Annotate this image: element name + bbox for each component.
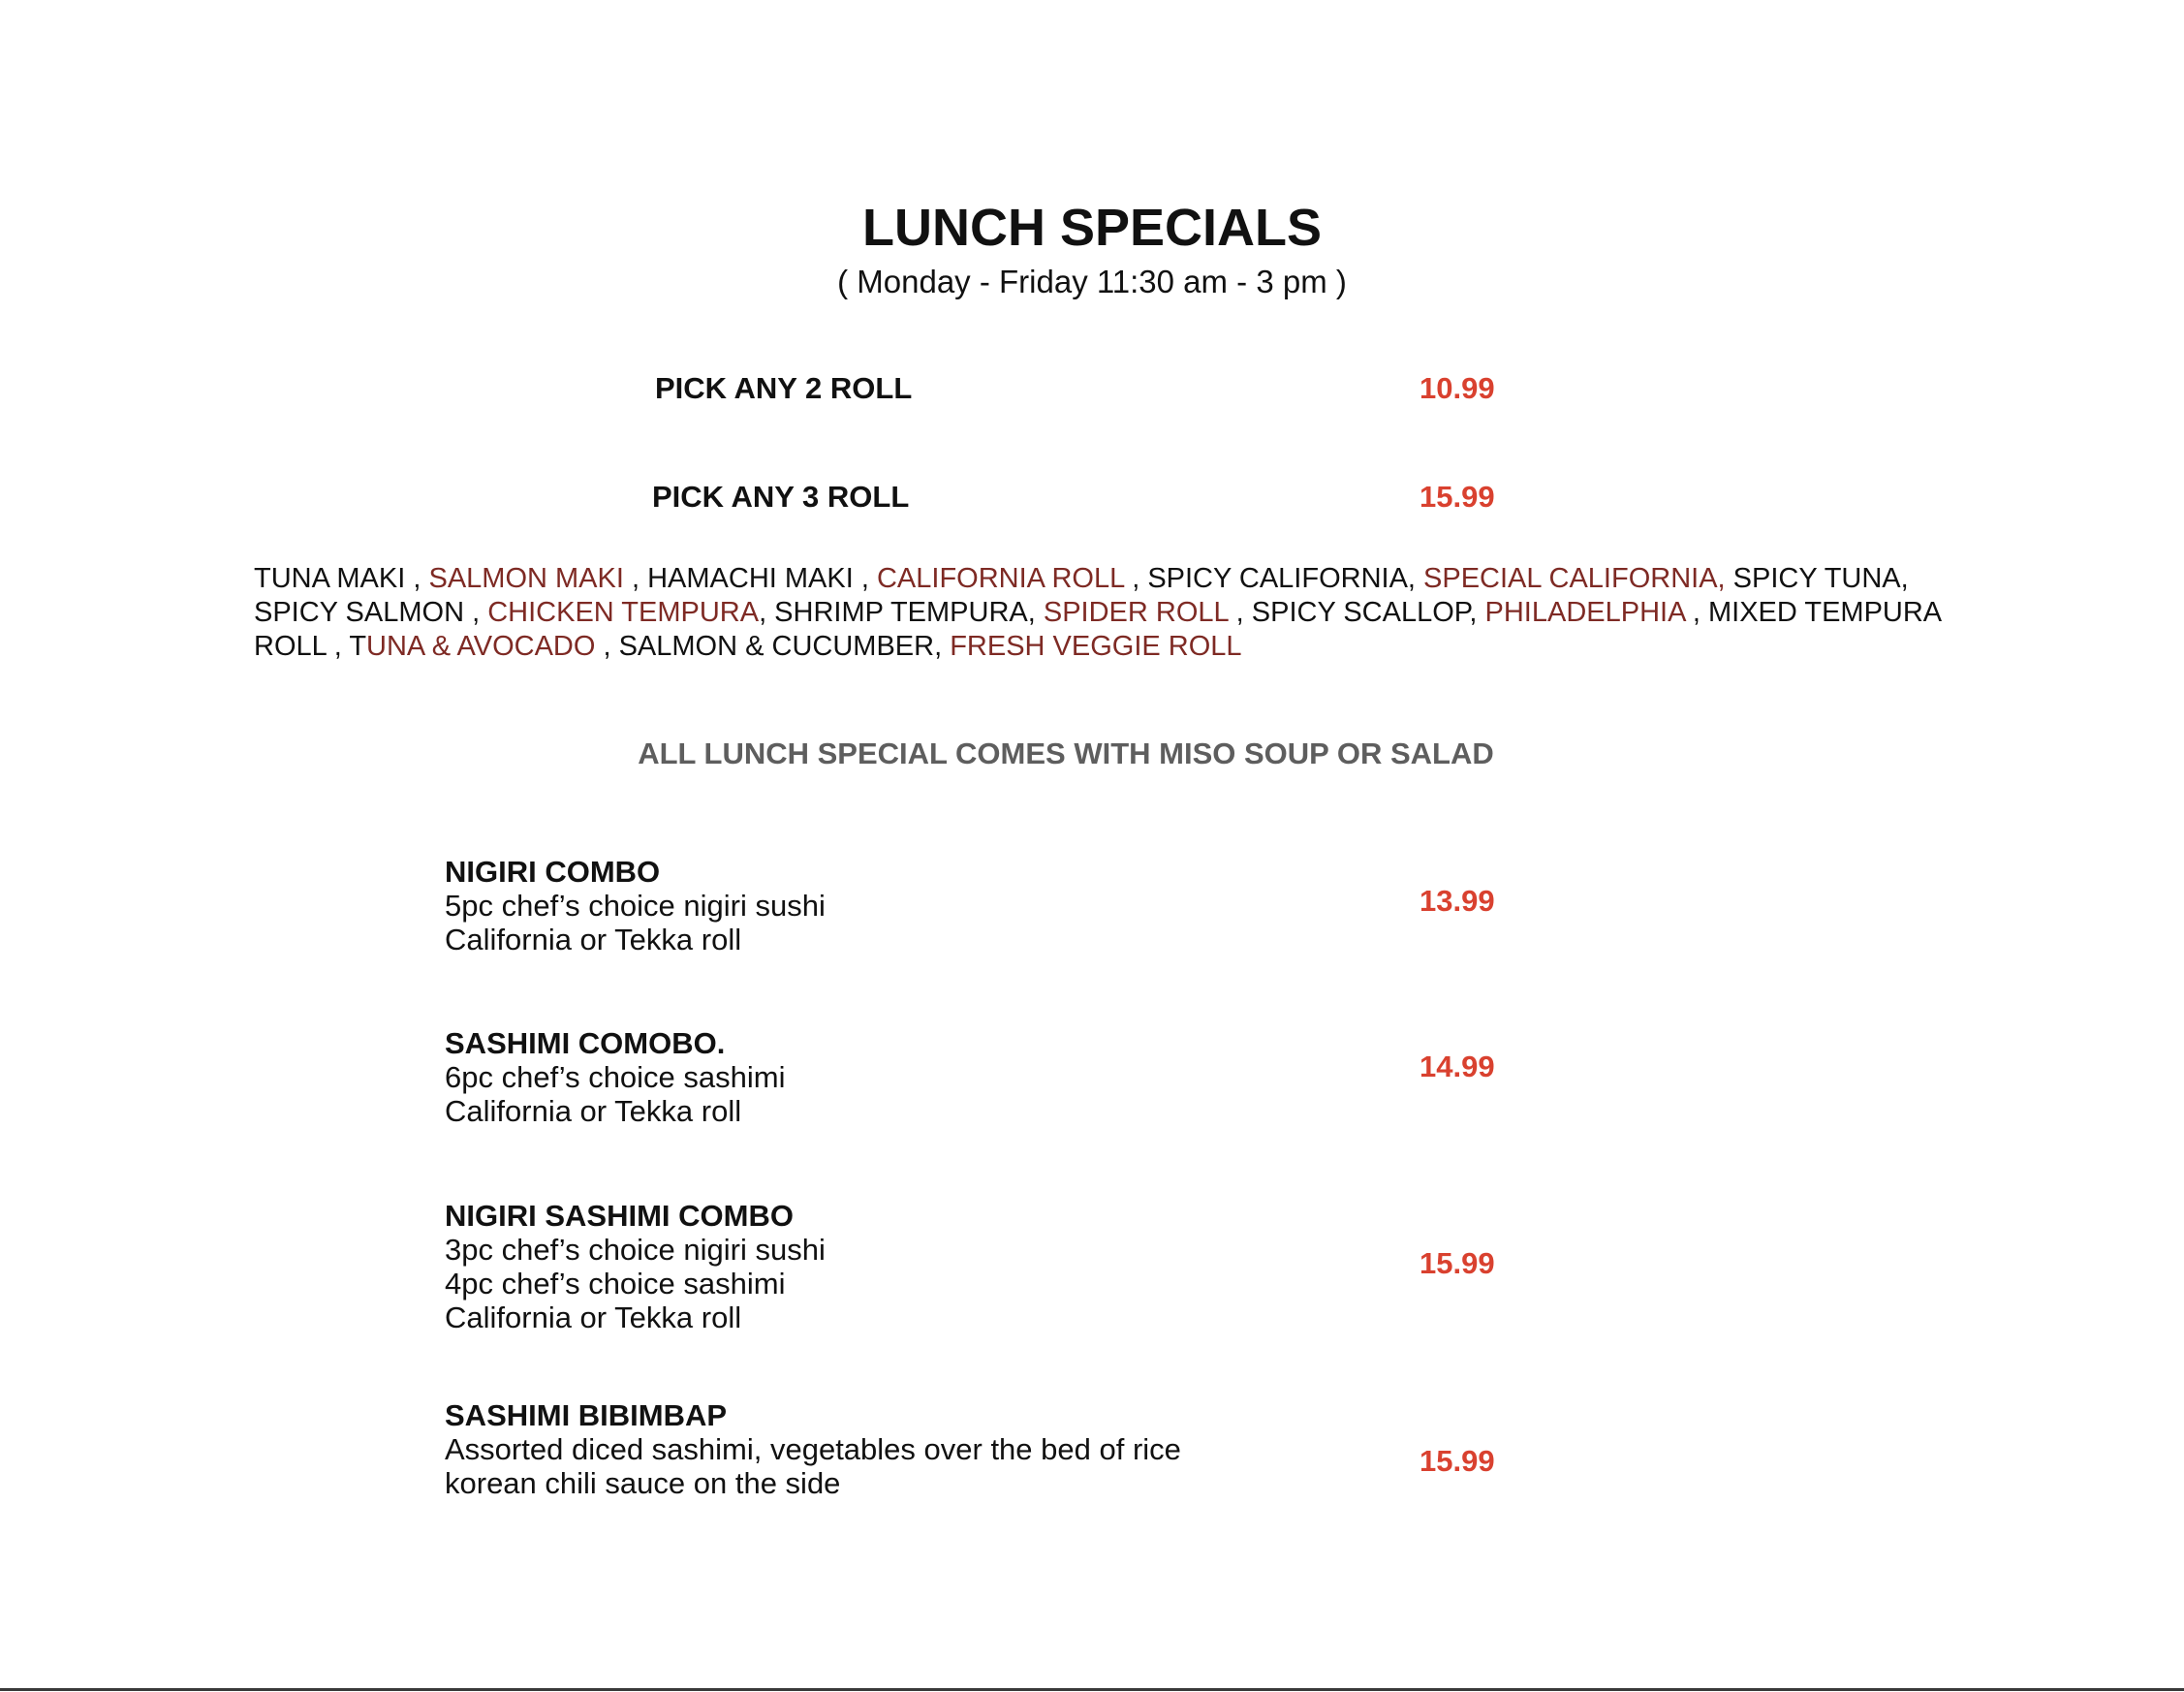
roll-option: , HAMACHI MAKI , xyxy=(631,563,877,594)
pick-3-roll-label: PICK ANY 3 ROLL xyxy=(652,480,910,514)
roll-option: PHILADELPHIA xyxy=(1484,597,1693,628)
combo-description-line: korean chili sauce on the side xyxy=(445,1466,841,1500)
roll-option: CHICKEN TEMPURA xyxy=(487,597,760,628)
roll-option: SPIDER ROLL xyxy=(1043,597,1236,628)
combo-description-line: California or Tekka roll xyxy=(445,923,742,956)
combo-description-line: 3pc chef’s choice nigiri sushi xyxy=(445,1233,826,1267)
combo-nigiri-sashimi-price: 15.99 xyxy=(1420,1246,1495,1280)
combo-description-line: California or Tekka roll xyxy=(445,1094,742,1128)
roll-option: CALIFORNIA ROLL xyxy=(876,563,1133,594)
roll-option: , SHRIMP TEMPURA, xyxy=(759,597,1044,628)
combo-sashimi-bibimbap xyxy=(445,1398,1317,1500)
roll-option: , SPICY CALIFORNIA, xyxy=(1132,563,1424,594)
combo-sashimi-price: 14.99 xyxy=(1420,1050,1495,1083)
roll-option: FRESH VEGGIE ROLL xyxy=(950,631,1242,662)
combo-description-line: California or Tekka roll xyxy=(445,1300,742,1334)
roll-option: , MIXED TEMPURA ROLL , T xyxy=(254,597,1941,662)
combo-description-line: Assorted diced sashimi, vegetables over the bed of rice xyxy=(445,1432,1181,1466)
combo-description-line: 5pc chef’s choice nigiri sushi xyxy=(445,889,826,923)
pick-3-roll-price: 15.99 xyxy=(1420,480,1495,514)
combo-nigiri-sashimi xyxy=(445,1199,1317,1334)
roll-option: UNA & AVOCADO xyxy=(366,631,604,662)
hours-subtitle: ( Monday - Friday 11:30 am - 3 pm ) xyxy=(837,264,1347,299)
roll-option: TUNA MAKI , xyxy=(254,563,429,594)
combo-description-line: 6pc chef’s choice sashimi xyxy=(445,1060,786,1094)
bottom-divider xyxy=(0,1688,2184,1691)
pick-2-roll-price: 10.99 xyxy=(1420,371,1495,405)
combo-name: NIGIRI COMBO xyxy=(445,855,661,889)
combo-sashimi xyxy=(445,1026,1317,1128)
roll-option: SALMON MAKI xyxy=(428,563,632,594)
lunch-note: ALL LUNCH SPECIAL COMES WITH MISO SOUP OR SALAD xyxy=(638,736,1494,770)
combo-name: NIGIRI SASHIMI COMBO xyxy=(445,1199,794,1233)
pick-2-roll-label: PICK ANY 2 ROLL xyxy=(655,371,913,405)
combo-sashimi-bibimbap-price: 15.99 xyxy=(1420,1444,1495,1478)
roll-options-list xyxy=(254,562,1959,664)
roll-option: , SPICY SCALLOP, xyxy=(1235,597,1485,628)
combo-description-line: 4pc chef’s choice sashimi xyxy=(445,1267,786,1300)
combo-name: SASHIMI BIBIMBAP xyxy=(445,1398,728,1432)
roll-option: SPICY TUNA, SPICY SALMON , xyxy=(254,563,1909,628)
page-title: LUNCH SPECIALS xyxy=(861,199,1323,257)
roll-option: SPECIAL CALIFORNIA, xyxy=(1423,563,1726,594)
combo-nigiri xyxy=(445,855,1317,956)
combo-name: SASHIMI COMOBO. xyxy=(445,1026,726,1060)
roll-option: , SALMON & CUCUMBER, xyxy=(603,631,951,662)
combo-nigiri-price: 13.99 xyxy=(1420,884,1495,918)
